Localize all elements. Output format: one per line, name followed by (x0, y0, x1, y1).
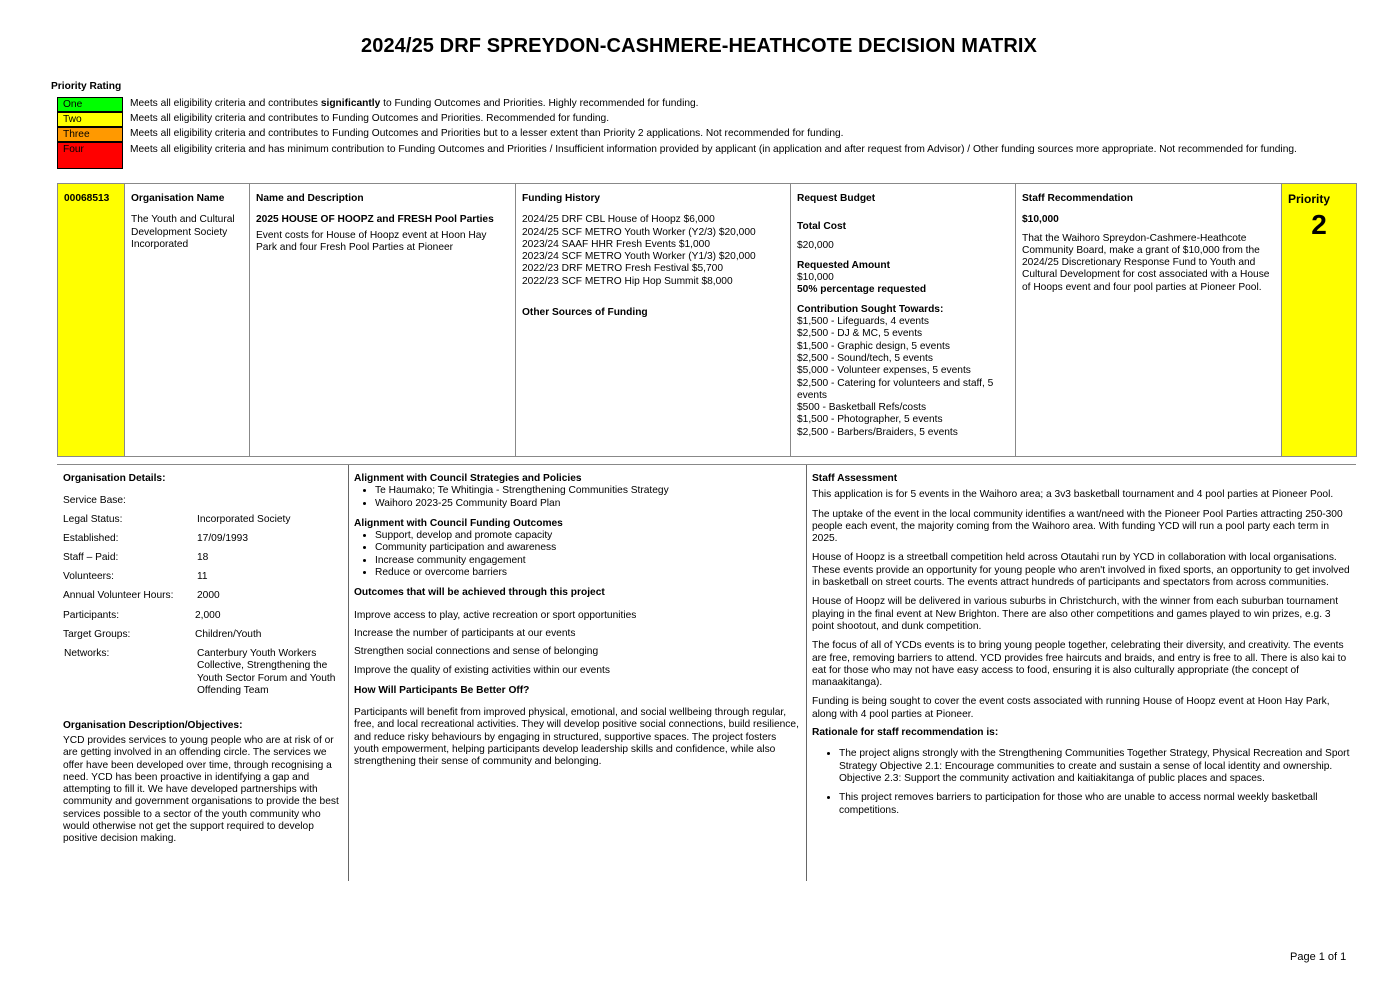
project-description: Event costs for House of Hoopz event at Hoon Hay Park and four Fresh Pool Parties at Pioneer (256, 229, 487, 253)
request-budget-heading: Request Budget (797, 193, 876, 204)
contribution-item: $2,500 - DJ & MC, 5 events (797, 328, 923, 340)
detail-label: Volunteers: (63, 571, 114, 582)
staff-assessment-heading: Staff Assessment (812, 473, 898, 484)
funding-history-item: 2023/24 SCF METRO Youth Worker (Y1/3) $20,000 (522, 251, 756, 263)
priority-badge-four: Four (57, 142, 123, 169)
detail-label: Staff – Paid: (63, 552, 119, 563)
better-off-text: Participants will benefit from improved physical, emotional, and social wellbeing through regular, free, and local recreational activities. They will develop positive social connections, build resilience, and reduce risky behaviours by engaging in structured, supportive spaces. The project fosters youth empowerment, helping participants develop leadership skills and confidence, while also strengthening their sense of community and belonging. (354, 707, 799, 768)
priority-heading: Priority (1288, 192, 1331, 206)
detail-value: 17/09/1993 (197, 533, 248, 544)
funding-history-item: 2023/24 SAAF HHR Fresh Events $1,000 (522, 238, 711, 250)
organisation-details-heading: Organisation Details: (63, 473, 166, 484)
list-item: • The project aligns strongly with the Strengthening Communities Together Strategy, Physical Recreation and Sport Strategy Objective 2.1: Encourage communities to create and sustain a sense of local identity and ownership. Objective 2.3: Support the community activation and kaitiakitanga of public places and spaces. (839, 748, 1350, 785)
detail-value: Children/Youth (195, 629, 262, 640)
list-item: • Support, develop and promote capacity (375, 530, 802, 542)
contribution-item: $1,500 - Graphic design, 5 events (797, 340, 950, 352)
funding-history-item: 2024/25 SCF METRO Youth Worker (Y2/3) $20,000 (522, 226, 756, 238)
project-name: 2025 HOUSE OF HOOPZ and FRESH Pool Parties (256, 214, 494, 226)
name-description-heading: Name and Description (256, 193, 364, 204)
name-description-cell (250, 184, 516, 457)
list-item: • This project removes barriers to participation for those who are unable to access normal weekly basketball competitions. (839, 792, 1350, 817)
contribution-item: $500 - Basketball Refs/costs (797, 402, 927, 414)
staff-recommendation-heading: Staff Recommendation (1022, 193, 1133, 204)
contribution-item: $1,500 - Lifeguards, 4 events (797, 316, 929, 328)
funding-history-heading: Funding History (522, 193, 601, 204)
page-title: 2024/25 DRF SPREYDON-CASHMERE-HEATHCOTE DECISION MATRIX (361, 35, 1037, 57)
staff-assessment-section (812, 473, 1350, 817)
contribution-item: $2,500 - Catering for volunteers and staff, 5 events (797, 377, 994, 401)
contribution-heading: Contribution Sought Towards: (797, 303, 944, 315)
contribution-item: $1,500 - Photographer, 5 events (797, 414, 943, 426)
requested-amount-value: $10,000 (797, 272, 834, 284)
detail-label: Networks: (64, 648, 110, 659)
list-item: • Increase community engagement (375, 555, 802, 567)
funding-history-cell (516, 184, 791, 457)
priority-desc-four: Meets all eligibility criteria and has minimum contribution to Funding Outcomes and Priorities / Insufficient information provided by applicant (in application and after request from Advisor) / Other funding sources more appropriate. Not recommended for funding. (130, 144, 1297, 155)
priority-desc-three: Meets all eligibility criteria and contributes to Funding Outcomes and Priorities but to a lesser extent than Priority 2 applications. Not recommended for funding. (130, 128, 844, 139)
list-item: • Community participation and awareness (375, 542, 802, 554)
funding-history-item: 2024/25 DRF CBL House of Hoopz $6,000 (522, 214, 715, 226)
list-item: • Reduce or overcome barriers (375, 567, 802, 579)
page-number: Page 1 of 1 (1290, 951, 1347, 963)
rationale-heading: Rationale for staff recommendation is: (812, 727, 999, 739)
project-outcome: Improve access to play, active recreation or sport opportunities (354, 609, 637, 621)
priority-badge-two: Two (57, 112, 123, 127)
staff-recommendation-cell (1016, 184, 1282, 457)
detail-label: Target Groups: (63, 629, 131, 640)
organisation-name-heading: Organisation Name (131, 193, 225, 204)
priority-badge-three: Three (57, 127, 123, 142)
assessment-paragraph: The uptake of the event in the local community identifies a want/need with the Pioneer Pool Parties attracting 250-300 people each event, the majority coming from the Waihoro area. With funding YCD will run a pool party each term in 2025. (812, 508, 1343, 545)
column-divider (348, 465, 349, 881)
priority-value: 2 (1311, 209, 1327, 241)
contribution-item: $2,500 - Barbers/Braiders, 5 events (797, 426, 958, 438)
application-id-cell (58, 184, 125, 457)
funding-history-item: 2022/23 DRF METRO Fresh Festival $5,700 (522, 263, 723, 275)
detail-value: 11 (197, 571, 208, 582)
detail-value: Canterbury Youth Workers Collective, Strengthening the Youth Sector Forum and Youth Offending Team (197, 648, 336, 696)
total-cost-label: Total Cost (797, 221, 847, 233)
contribution-item: $2,500 - Sound/tech, 5 events (797, 352, 933, 364)
priority-rating-heading: Priority Rating (51, 81, 122, 92)
request-budget-cell (791, 184, 1016, 457)
priority-desc-two: Meets all eligibility criteria and contributes to Funding Outcomes and Priorities. Recommended for funding. (130, 113, 610, 124)
list-item: • Te Haumako; Te Whitingia - Strengthening Communities Strategy (375, 485, 802, 497)
detail-value: 2,000 (195, 610, 221, 621)
column-divider (806, 465, 807, 881)
detail-label: Established: (63, 533, 119, 544)
decision-matrix-table (57, 183, 1357, 457)
detail-label: Participants: (63, 610, 120, 621)
organisation-description-heading: Organisation Description/Objectives: (63, 720, 243, 731)
assessment-paragraph: House of Hoopz will be delivered in various suburbs in Christchurch, with the winner from each suburban tournament playing in the final event at New Brighton. There are also other competitions and games played to win prizes, e.g. 3 point shootout, and dunk competition. (812, 596, 1339, 632)
organisation-name-cell (125, 184, 250, 457)
assessment-paragraph: House of Hoopz is a streetball competition held across Otautahi run by YCD in collaboration with local organisations. These events provide an opportunity for young people who aren't involved in fixed sports, an opportunity to get involved in basketball on street courts. The events attract hundreds of participants and spectators from across communities. (812, 552, 1350, 589)
detail-label: Legal Status: (63, 514, 123, 525)
strategies-list (354, 485, 802, 510)
assessment-paragraph: This application is for 5 events in the Waihoro area; a 3v3 basketball tournament and 4 pool parties at Pioneer Pool. (812, 489, 1334, 501)
priority-desc-one: Meets all eligibility criteria and contributes significantly to Funding Outcomes and Priorities. Highly recommended for funding. (130, 98, 699, 109)
priority-badge-one: One (57, 97, 123, 112)
priority-cell (1282, 184, 1357, 457)
percentage-requested: 50% percentage requested (797, 284, 927, 296)
detail-label: Service Base: (63, 495, 126, 506)
assessment-paragraph: The focus of all of YCDs events is to bring young people together, celebrating their diversity, and creativity. The events are free, removing barriers to attend. YCD provides free haircuts and braids, and entry is free to all. There is also kai to eat for those who may not have easy access to food, ensuring it is also culturally appropriate (the concept of manaakitanga). (812, 640, 1347, 689)
funding-outcomes-heading: Alignment with Council Funding Outcomes (354, 517, 563, 529)
funding-history-item: 2022/23 SCF METRO Hip Hop Summit $8,000 (522, 275, 733, 287)
detail-value: 2000 (197, 590, 220, 601)
organisation-name: The Youth and Cultural Development Society Incorporated (131, 214, 235, 250)
rationale-list (812, 748, 1350, 816)
organisation-description: YCD provides services to young people who are at risk of or are getting involved in an offending circle. The services we offer have been developed over time, through recognising a need. YCD has been proactive in identifying a gap and attempting to fill it. We have developed partnerships with community and government organisations to provide the best services possible to a sector of the youth community who would otherwise not get the support required to develop positive decision making. (63, 735, 339, 845)
funding-history-list (522, 214, 784, 288)
section-divider (57, 464, 1356, 465)
total-cost-value: $20,000 (797, 239, 834, 251)
project-outcome: Improve the quality of existing activities within our events (354, 664, 610, 676)
strategies-heading: Alignment with Council Strategies and Policies (354, 473, 582, 484)
better-off-heading: How Will Participants Be Better Off? (354, 684, 530, 696)
detail-value: 18 (197, 552, 209, 563)
detail-value: Incorporated Society (197, 514, 291, 525)
project-outcome: Increase the number of participants at our events (354, 627, 576, 639)
staff-recommendation-amount: $10,000 (1022, 214, 1059, 226)
alignment-section (354, 473, 802, 769)
contribution-item: $5,000 - Volunteer expenses, 5 events (797, 365, 971, 377)
list-item: • Waihoro 2023-25 Community Board Plan (375, 498, 802, 510)
detail-label: Annual Volunteer Hours: (63, 590, 174, 601)
funding-outcomes-list (354, 530, 802, 579)
other-sources-heading: Other Sources of Funding (522, 307, 648, 319)
staff-recommendation-text: That the Waihoro Spreydon-Cashmere-Heathcote Community Board, make a grant of $10,000 from the 2024/25 Discretionary Response Fund to Youth and Cultural Development for cost associated with a House of Hoops event and four pool parties at Pioneer Pool. (1022, 232, 1270, 293)
requested-amount-label: Requested Amount (797, 259, 891, 271)
application-id: 00068513 (64, 193, 110, 204)
project-outcome: Strengthen social connections and sense of belonging (354, 646, 599, 658)
project-outcomes-heading: Outcomes that will be achieved through this project (354, 587, 605, 599)
assessment-paragraph: Funding is being sought to cover the event costs associated with running House of Hoopz event at Hoon Hay Park, along with 4 pool parties at Pioneer. (812, 696, 1330, 720)
